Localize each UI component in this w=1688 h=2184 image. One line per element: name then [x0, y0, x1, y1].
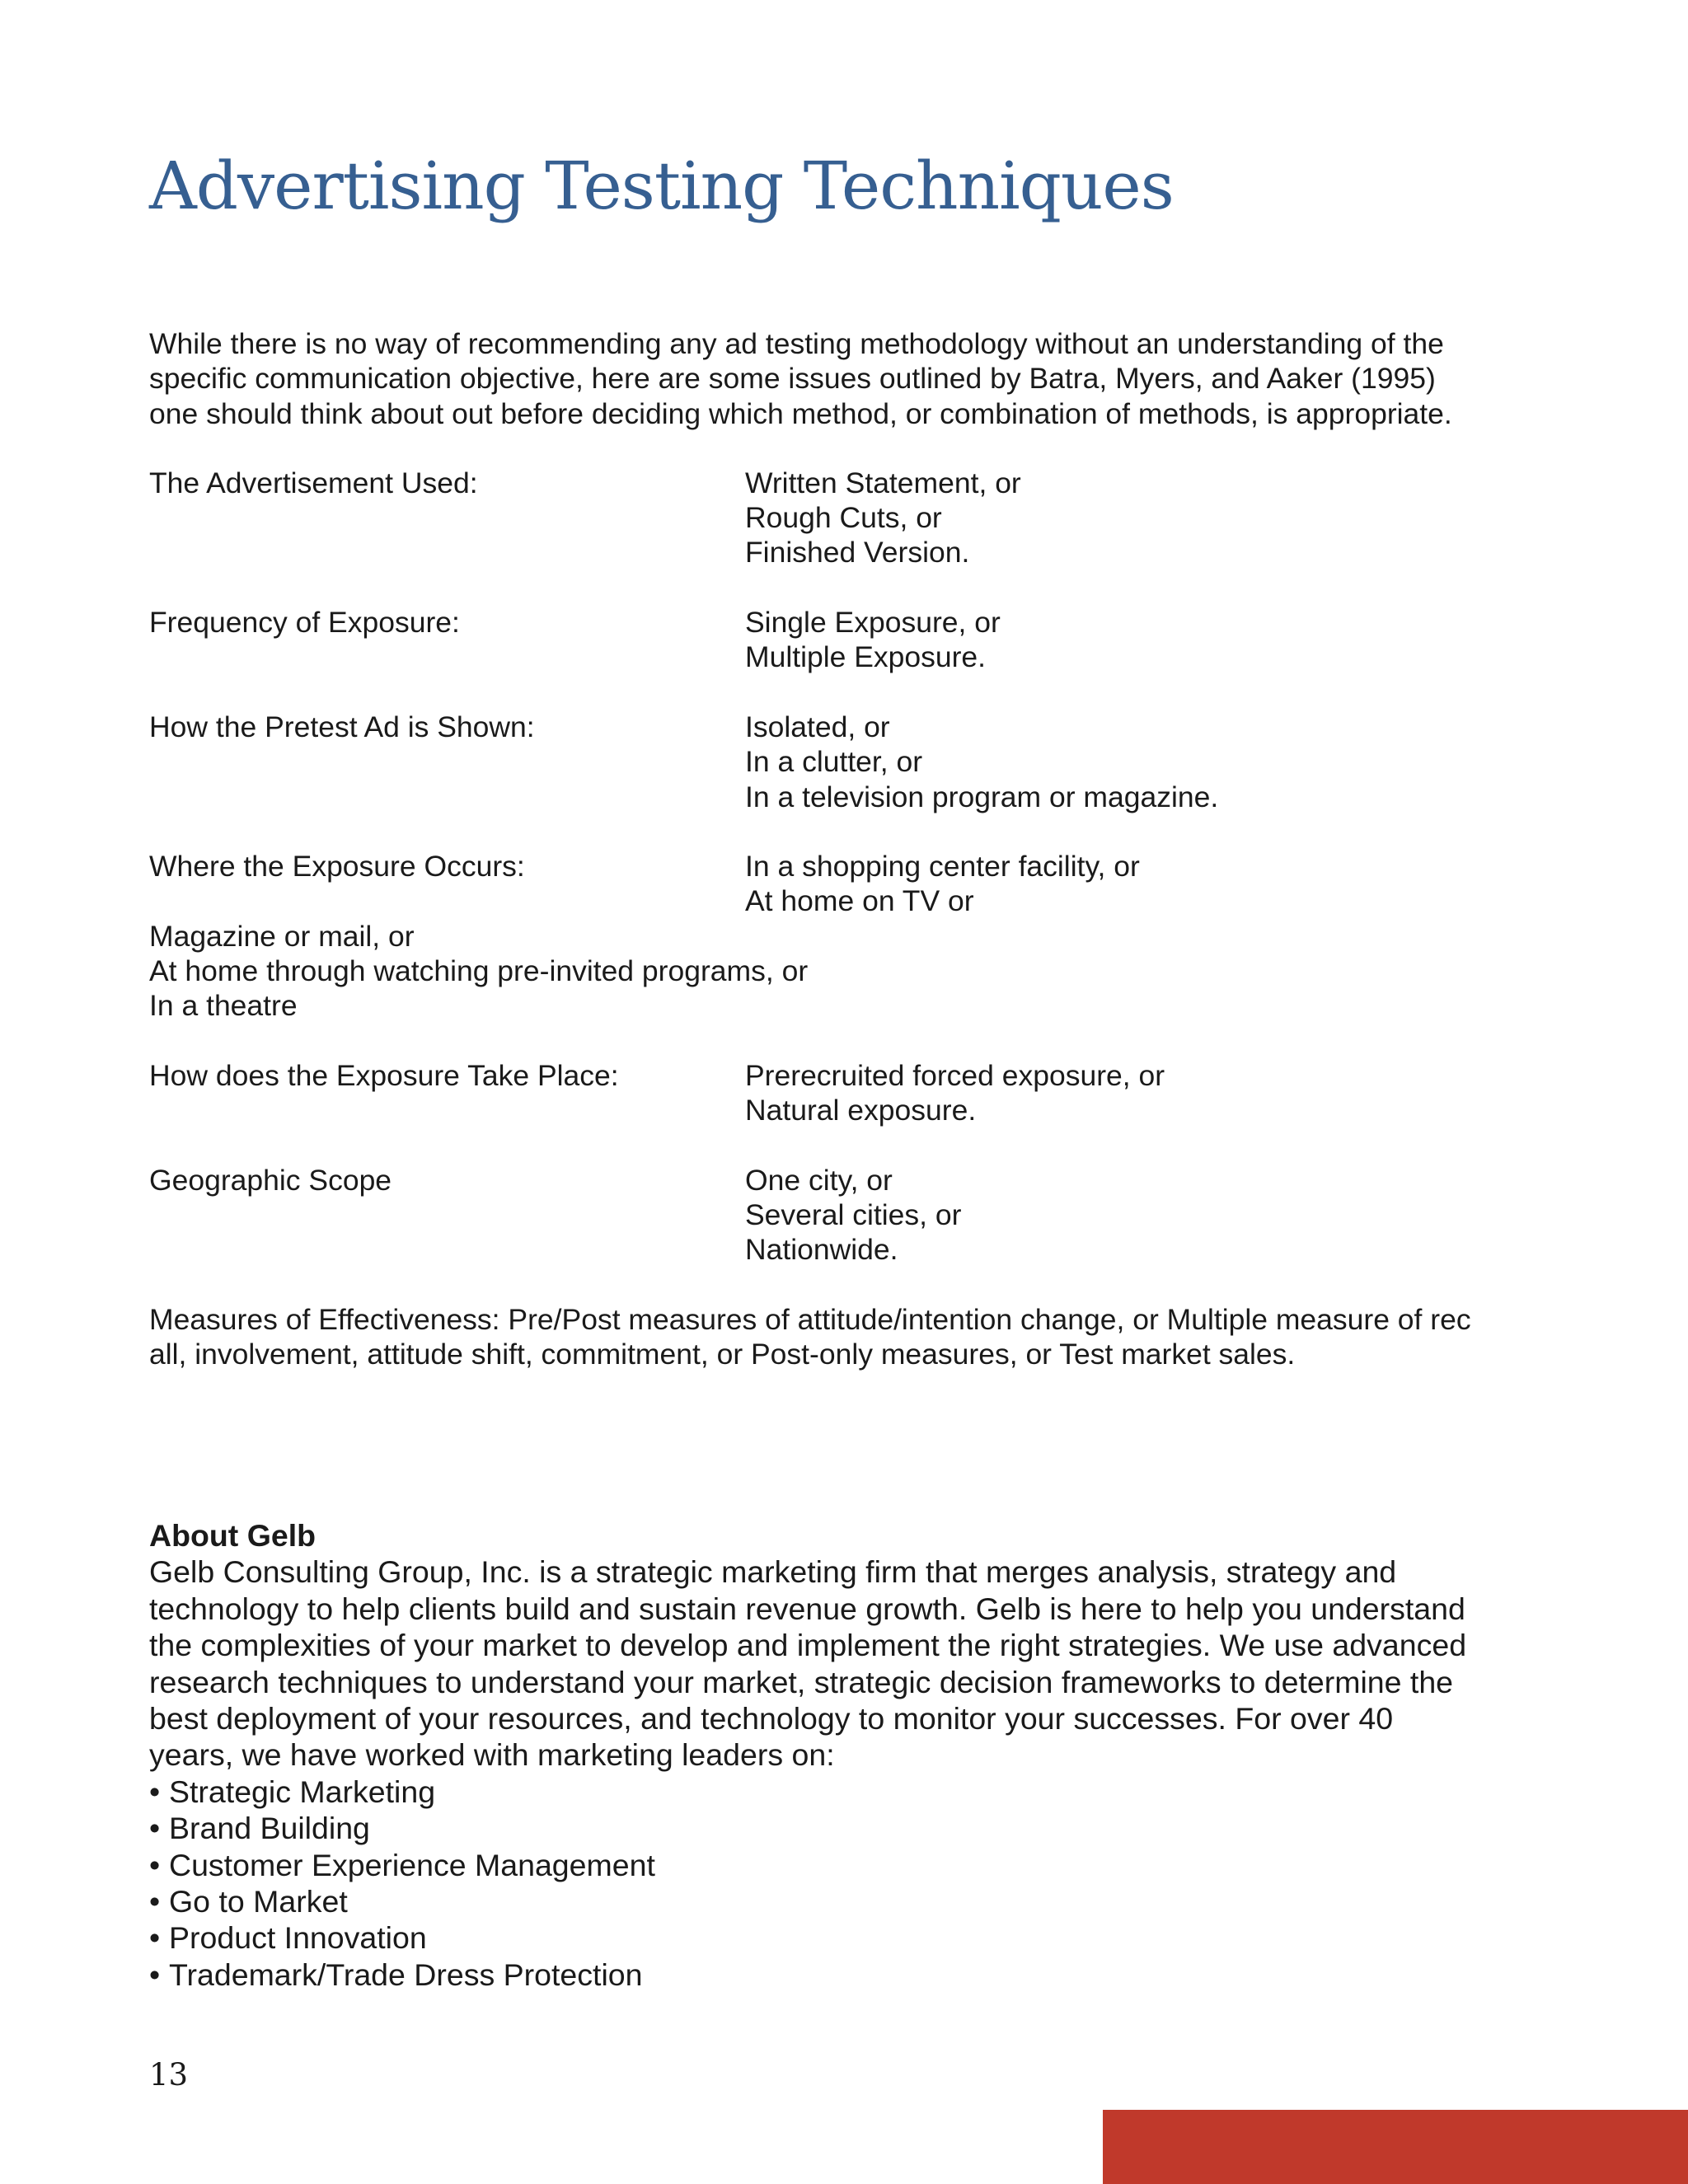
issue-option: Prerecruited forced exposure, or — [745, 1058, 1165, 1092]
issue-how-exposure-takes-place — [149, 1058, 1484, 1128]
issue-label: How the Pretest Ad is Shown: — [149, 710, 535, 743]
issue-how-pretest-shown — [149, 710, 1484, 814]
issue-option: Natural exposure. — [745, 1094, 977, 1127]
bullet-icon: • — [149, 1884, 161, 1919]
issue-option: In a shopping center facility, or — [745, 850, 1140, 883]
services-list — [149, 1774, 1484, 1993]
issue-option: Isolated, or — [745, 710, 890, 743]
bullet-icon: • — [149, 1847, 161, 1882]
issue-option: Single Exposure, or — [745, 606, 1001, 640]
issue-option: Multiple Exposure. — [745, 640, 987, 674]
bullet-icon: • — [149, 1957, 161, 1992]
issue-options — [745, 605, 1484, 675]
list-item-label: Strategic Marketing — [169, 1774, 436, 1809]
issue-geographic-scope — [149, 1163, 1484, 1268]
issue-options — [745, 1058, 1484, 1128]
issue-label: Where the Exposure Occurs: — [149, 850, 525, 883]
issue-option: Nationwide. — [745, 1233, 898, 1267]
issue-option: Written Statement, or — [745, 466, 1021, 499]
bullet-icon: • — [149, 1920, 161, 1956]
issue-option: Magazine or mail, or — [149, 919, 415, 953]
list-item-label: Product Innovation — [169, 1920, 427, 1956]
issue-where-exposure-occurs — [149, 849, 1484, 1023]
page-number: 13 — [149, 2057, 189, 2093]
measures-paragraph: Measures of Effectiveness: Pre/Post measures of attitude/intention change, or Multiple measure of rec all, involvement, attitude shift, commitment, or Post-only measures, or Test market sales. — [149, 1303, 1471, 1371]
issue-label: Geographic Scope — [149, 1163, 392, 1197]
issue-options — [745, 849, 1484, 919]
issue-option: At home through watching pre-invited programs, or — [149, 954, 809, 988]
issue-advertisement-used — [149, 466, 1484, 570]
issue-option: Rough Cuts, or — [745, 501, 942, 535]
page-title: Advertising Testing Techniques — [149, 148, 1174, 224]
list-item — [149, 1919, 1484, 1956]
issue-option: At home on TV or — [745, 884, 974, 918]
issue-options — [745, 1163, 1484, 1268]
list-item — [149, 1847, 1484, 1883]
issue-options — [745, 466, 1484, 570]
list-item-label: Brand Building — [169, 1811, 370, 1846]
about-heading: About Gelb — [149, 1518, 316, 1553]
bullet-icon: • — [149, 1774, 161, 1809]
list-item — [149, 1957, 1484, 1993]
accent-bar — [1103, 2110, 1688, 2184]
issue-option: One city, or — [745, 1163, 893, 1197]
list-item — [149, 1883, 1484, 1919]
issue-label: The Advertisement Used: — [149, 466, 478, 499]
issue-options — [745, 710, 1484, 814]
list-item-label: Go to Market — [169, 1884, 348, 1919]
about-section — [149, 1517, 1484, 1993]
list-item — [149, 1774, 1484, 1810]
list-item-label: Trademark/Trade Dress Protection — [169, 1957, 643, 1992]
issue-frequency-of-exposure — [149, 605, 1484, 675]
document-body — [149, 326, 1484, 1372]
issue-option: Finished Version. — [745, 536, 970, 569]
bullet-icon: • — [149, 1811, 161, 1846]
issue-label: How does the Exposure Take Place: — [149, 1058, 619, 1092]
list-item — [149, 1810, 1484, 1846]
intro-paragraph: While there is no way of recommending any ad testing methodology without an understanding of the specific communication objective, here are some issues outlined by Batra, Myers, and Aaker (1995) one should think about out before deciding which method, or combination of methods, is appropriate. — [149, 327, 1452, 430]
issue-label: Frequency of Exposure: — [149, 606, 460, 640]
about-paragraph: Gelb Consulting Group, Inc. is a strategic marketing firm that merges analysis, strategy and technology to help clients build and sustain revenue growth. Gelb is here to help you understand the complexities of your market to develop and implement the right strategies. We use advanced research techniques to understand your market, strategic decision frameworks to determine the best deployment of your resources, and technology to monitor your successes. For over 40 years, we have worked with marketing leaders on: — [149, 1554, 1467, 1773]
issue-option: In a clutter, or — [745, 745, 923, 779]
issue-option: Several cities, or — [745, 1198, 962, 1232]
issue-option: In a television program or magazine. — [745, 780, 1219, 813]
issue-option: In a theatre — [149, 989, 298, 1023]
issue-continuation — [149, 919, 1484, 1024]
list-item-label: Customer Experience Management — [169, 1847, 655, 1882]
